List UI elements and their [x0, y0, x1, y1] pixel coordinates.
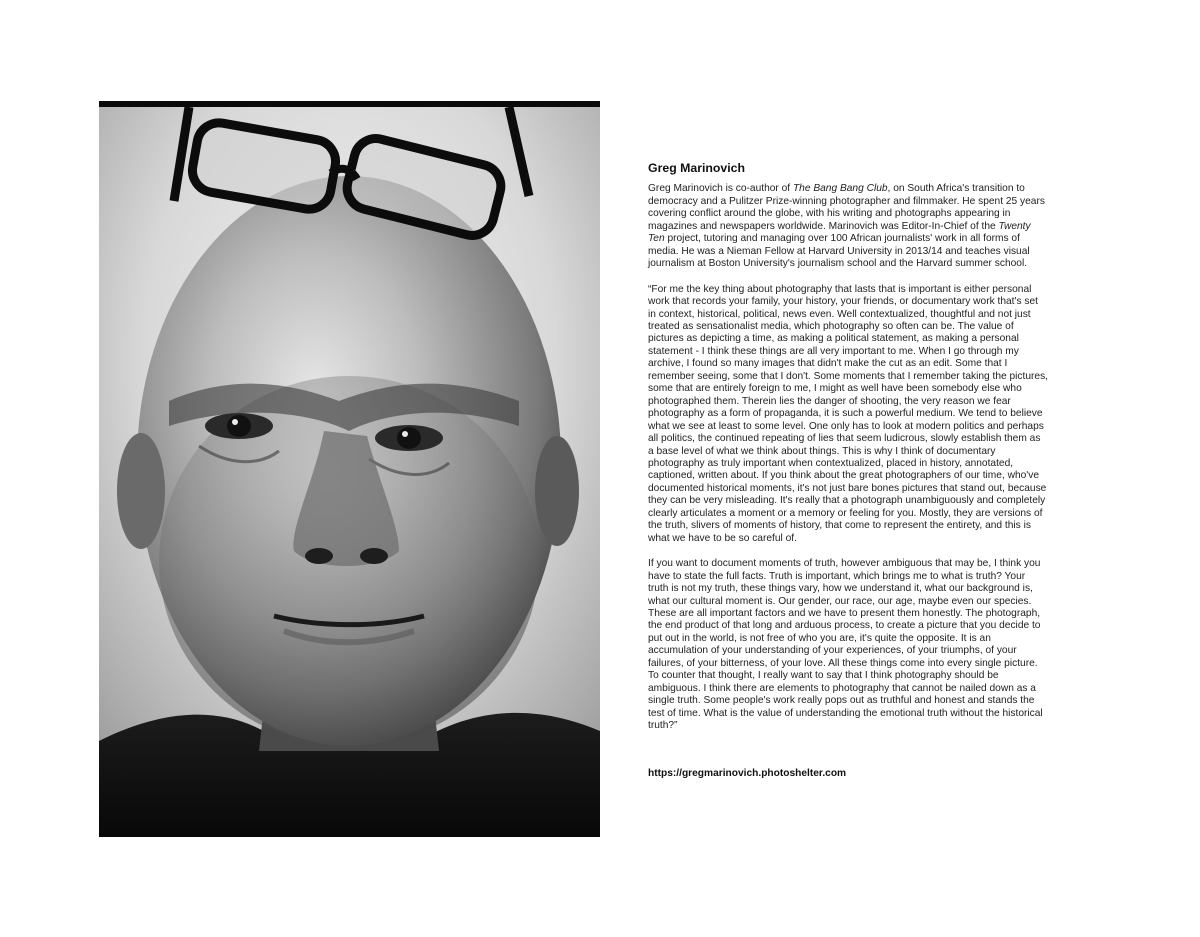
quote-paragraph-2: If you want to document moments of truth, however ambiguous that may be, I think you have to state the full facts. Truth is important, which brings me to what is truth? Your truth is not my truth, these things vary, how we understand it, what our background is, what our cultural moment is. Our gender, our race, our age, maybe even our species. These are all important factors and we have to present them honestly. The photograph, the end product of that long and arduous process, to create a picture that you decide to put out in the world, is not free of who you are, it's quite the opposite. It is an accumulation of your understanding of your experiences, of your triumphs, of your failures, of your bitterness, of your love. All these things come into every single picture. To counter that thought, I really want to say that I think photography should be ambiguous. I think there are elements to photography that cannot be nailed down as a single truth. Some people's work really pops out as truthful and honest and stands the test of time. What is the value of understanding the emotional truth without the historical truth?” — [648, 558, 1043, 732]
bio-text-middle: , on South Africa's transition to democracy and a Pulitzer Prize-winning photographer and filmmaker. He spent 25 years covering conflict around the globe, with his writing and photographs appearing in magazines and newspapers worldwide. Marinovich was Editor-In-Chief of the — [648, 183, 1045, 232]
book-title: The Bang Bang Club — [792, 183, 888, 195]
project-title: Twenty Ten — [648, 220, 1031, 245]
bio-paragraph — [648, 183, 1048, 270]
bio-text-end: project, tutoring and managing over 100 African journalists' work in all forms of media. He was a Nieman Fellow at Harvard University in 2013/14 and teaches visual journalism at Boston University's journalism school and the Harvard summer school. — [648, 233, 1030, 270]
bio-text-column — [648, 162, 1048, 744]
quote-paragraph-1: “For me the key thing about photography that lasts that is important is either personal work that records your family, your history, your friends, or documentary work that's set in context, historical, political, news even. Well contextualized, thoughtful and not just treated as sensationalist media, which photography so often can be. The value of pictures as depicting a time, as making a political statement, as making a personal statement - I think these things are all very important to me. When I go through my archive, I found so many images that didn't make the cut as an edit. Some that I remember seeing, some that I don't. Some moments that I remember taking the pictures, some that are entirely foreign to me, I might as well have been somebody else who photographed them. Therein lies the danger of shooting, the very reason we fear photography as a form of propaganda, it is such a powerful medium. We tend to believe what we see at least to some level. One only has to look at modern politics and perhaps all politics, the continued repeating of lies that seem ludicrous, slowly establish them as a base level of what we think about things. This is why I think of documentary photography as truly important when contextualized, placed in history, annotated, captioned, written about. If you think about the great photographers of our time, who've documented historical moments, it's not just bare bones pictures that stand out, because they can be very misleading. It's really that a photograph unambiguously and completely clearly articulates a moment or a memory or feeling for you. Mostly, they are versions of the truth, slivers of moments of history, that come to represent the entirety, and this is what we have to be so careful of. — [648, 283, 1049, 544]
portrait-photo — [99, 101, 600, 837]
bio-text-start: Greg Marinovich is co-author of — [648, 183, 793, 195]
photographer-name: Greg Marinovich — [648, 161, 746, 175]
website-link[interactable]: https://gregmarinovich.photoshelter.com — [648, 768, 847, 779]
portrait-illustration — [99, 101, 600, 837]
